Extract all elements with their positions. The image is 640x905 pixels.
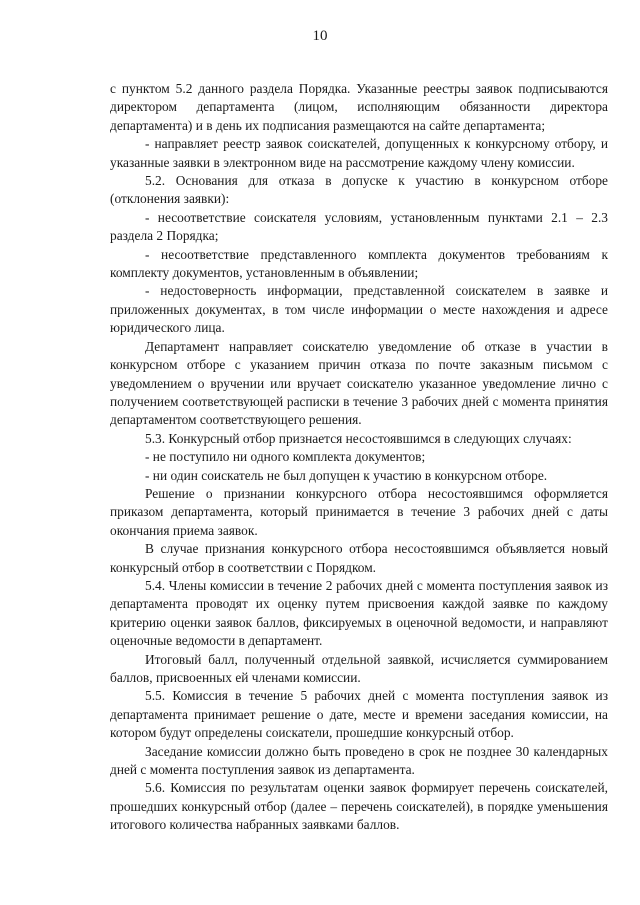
paragraph: 5.2. Основания для отказа в допуске к участию в конкурсном отборе (отклонения заявки):: [110, 173, 608, 207]
paragraph: Решение о признании конкурсного отбора несостоявшимся оформляется приказом департамента, который принимается в течение 3 рабочих дней с даты окончания приема заявок.: [110, 485, 608, 538]
paragraph: - недостоверность информации, представленной соискателем в заявке и приложенных документах, в том числе информации о месте нахождения и адресе юридического лица.: [110, 283, 608, 336]
paragraph: - несоответствие представленного комплекта документов требованиям к комплекту документов, установленным в объявлении;: [110, 246, 608, 281]
paragraph: с пунктом 5.2 данного раздела Порядка. Указанные реестры заявок подписываются директором департамента (лицом, исполняющим обязанности директора департамента) и в день их подписания размещаются на сайте департамента;: [110, 81, 608, 133]
paragraph: В случае признания конкурсного отбора несостоявшимся объявляется новый конкурсный отбор в соответствии с Порядком.: [110, 541, 608, 575]
paragraph: Итоговый балл, полученный отдельной заявкой, исчисляется суммированием баллов, присвоенных ей членами комиссии.: [110, 651, 608, 685]
paragraph: 5.6. Комиссия по результатам оценки заявок формирует перечень соискателей, прошедших конкурсный отбор (далее – перечень соискателей), в порядке уменьшения итогового количества набранных заявками баллов.: [110, 780, 608, 833]
paragraph: - не поступило ни одного комплекта документов;: [145, 449, 426, 465]
paragraph: 5.4. Члены комиссии в течение 2 рабочих дней с момента поступления заявок из департамента проводят их оценку путем присвоения каждой заявке по каждому критерию оценки заявок баллов, фиксируемых в оценочной ведомости, и направляют оценочные ведомости в департамент.: [110, 577, 608, 649]
paragraph: 5.3. Конкурсный отбор признается несостоявшимся в следующих случаях:: [145, 430, 572, 446]
document-body: [110, 80, 608, 835]
paragraph: Заседание комиссии должно быть проведено в срок не позднее 30 календарных дней с момента поступления заявок из департамента.: [110, 743, 608, 778]
paragraph: 5.5. Комиссия в течение 5 рабочих дней с момента поступления заявок из департамента принимает решение о дате, месте и времени заседания комиссии, на котором будут определены соискатели, прошедшие конкурсный отбор.: [110, 688, 608, 741]
paragraph: - несоответствие соискателя условиям, установленным пунктами 2.1 – 2.3 раздела 2 Порядка;: [110, 209, 608, 244]
paragraph: - направляет реестр заявок соискателей, допущенных к конкурсному отбору, и указанные заявки в электронном виде на рассмотрение каждому члену комиссии.: [110, 136, 608, 170]
paragraph: Департамент направляет соискателю уведомление об отказе в участии в конкурсном отборе с указанием причин отказа по почте заказным письмом с уведомлением о вручении или вручает соискателю указанное уведомление лично с получением соответствующей расписки в течение 3 рабочих дней с момента принятия департаментом соответствующего решения.: [110, 338, 608, 428]
page-number: 10: [312, 28, 328, 44]
paragraph: - ни один соискатель не был допущен к участию в конкурсном отборе.: [145, 467, 548, 483]
